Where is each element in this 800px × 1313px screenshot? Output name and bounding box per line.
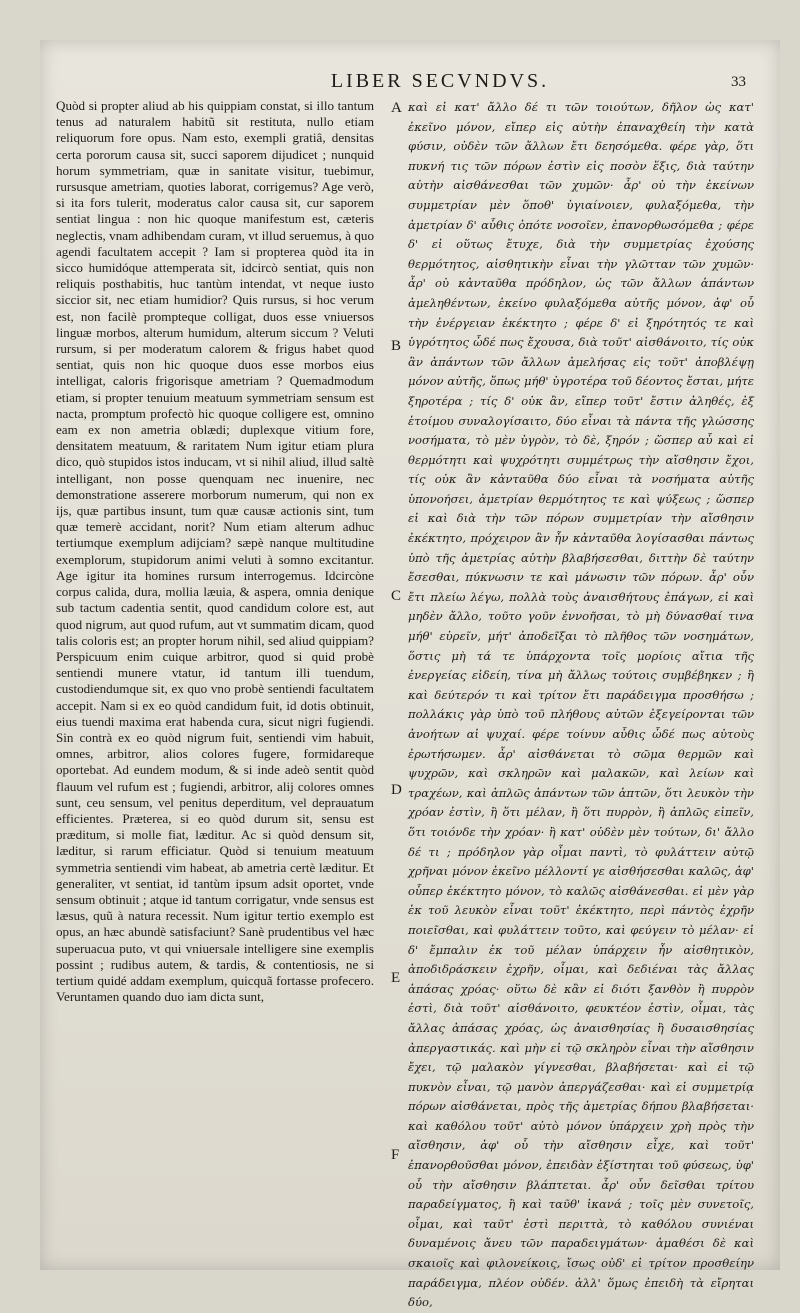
margin-marker-a: A bbox=[391, 100, 402, 116]
margin-marker-b: B bbox=[391, 338, 402, 354]
margin-marker-c: C bbox=[391, 588, 402, 604]
margin-marker-e: E bbox=[391, 970, 401, 986]
book-page bbox=[40, 40, 780, 1310]
running-title: LIBER SECVNDVS. bbox=[330, 70, 550, 92]
latin-column bbox=[56, 98, 374, 1250]
greek-column bbox=[408, 98, 754, 1310]
page-number: 33 bbox=[731, 74, 746, 90]
margin-marker-d: D bbox=[391, 782, 402, 798]
margin-marker-f: F bbox=[391, 1147, 400, 1163]
latin-text: Quòd si propter aliud ab his quippiam constat, si illo tantum tenus ad naturalem habitũ sit restituta, nullo etiam reliquorum fore opus. Nam esto, exempli gratiâ, densitas certa pororum causa sit, succi saporem dijudicet ; nunquid horum symmetriam, quæ in sanitate visitur, tuebimur, rursusque ametriam, quoties laborat, corrigemus? Age verò, si ita fors tulerit, moderatus calor causa sit, cur saporem sentiat lingua : non hic quoque manifestum est, cæteris neglectis, vnam adhibendam curam, vt illud seruemus, à quo agendi facultatem accepit ? Iam si propterea quòd ita in sicco humidóque attemperata sit, idcircò sentiat, quis non reliquis posthabitis, huc tantùm intendat, vt neque iusto siccior sit, nec etiam humidior? Quis rursus, si hoc verum est, non facilè prompteque colligat, duos esse vniuersos linguæ morbos, alterum humidum, alterum siccum ? Veluti rursum, si per moderatum calorem & frigus habet quod sentiat, quis non hic quoque duos esse morbos eius intelligat, caloris frigorisque ametriam ? Quemadmodum etiam, si propter tenuium meatuum symmetriam sensum est nacta, promptum profectò hic quoque colligere est, omnino eam ex non ametria oblædi; duplexque vitium fore, densitatem meatuum, & raritatem Num igitur etiam plura dico, quò stupidos istos inducam, vt si nihil aliud, illud saltè intelligant, non posse quenquam nec inuenire, nec demonstratione asserere morborum numerum, qui non ex ijs, quæ partibus insunt, tum quæ causæ actionis sint, tum quæ temerè accidant, norit? Num etiam alterum adhuc tertiumque exemplum adijciam? sæpè nanque multitudine exemplorum, stupidorum animi veluti à somno excitantur. Age igitur ita homines rursum interrogemus. Idcircòne corpus calida, dura, mollia læuia, & aspera, omnia denique sub tactum cadentia sentit, quod candidum colore est, aut quod nigrum, aut quod rufum, aut vt summatim dicam, quod talis coloris est; an propter horum nihil, sed aliud quippiam? Perspicuum enim cuique arbitror, quod si quid probè sentiendi munere vtatur, id tantum illi tuendum, custodiendumque sit, ex quo vno probè sentiendi facultatem accepit. Nam si ex eo quòd candidum fuit, id dotis obtinuit, eius tuendi maxima erat habenda cura, sicut nigri fugiendi. Sin contrà ex eo quòd nigrum fuit, sentiendi vim habuit, omnes, arbitror, alios colores fugere, formidareque oportebat. Ad eundem modum, & si inde adeò sentit quòd flauum vel rufum est ; fugiendi, arbitror, alij colores omnes sunt, ceu sensum, vel penitus deperditum, vel deprauatum efficientes. Præterea, si eo quòd durum sit, sensu est præditum, si molle fiat, læditur. Ac si quòd densum sit, læditur, si rarum efficiatur. Quòd si tenuium meatuum symmetria sentiendi vim habeat, ab ametria certè læditur. Et generaliter, vt sentiat, id tantùm ipsum adsit oportet, vnde sensum obtinuit ; atque id tantum corrigatur, vnde sensus est læsus, quũ à natura recessit. Num igitur tertio exemplo est opus, an hæc abundè satisfaciunt? Sanè prudentibus vel hæc superuacua puto, vt qui vniuersale intelligere sine exemplis possint ; rudibus autem, & tardis, & contentiosis, ne si tertium quidé addam exemplum, quicquã fortasse profecero. Veruntamen quando duo iam dicta sunt, bbox=[56, 98, 374, 1005]
greek-text: καὶ εἰ κατ' ἄλλο δέ τι τῶν τοιούτων, δῆλον ὡς κατ' ἐκεῖνο μόνον, εἴπερ εἰς αὐτὴν ἐπαναχθείη τὴν κατὰ φύσιν, οὐδὲν τῶν ἄλλων ἔτι δεησόμεθα. φέρε γὰρ, ὅτι πυκνή τις τῶν πόρων ἐστὶν εἰς ποσὸν ἕξις, διὰ ταύτην αὐτὴν αἰσθάνεσθαι τῶν χυμῶν· ἆρ' οὐ τὴν ἐκείνων συμμετρίαν μὲν ὅποθ' ὑγιαίνοιεν, φυλαξόμεθα, τὴν ἀμετρίαν δ' αὖθις ὁπότε νοσοῖεν, ἐπανορθωσόμεθα ; φέρε δ' εἰ οὕτως ἔτυχε, διὰ τὴν συμμετρίας ἐχούσης θερμότητος, αἰσθητικὴν εἶναι τὴν γλῶτταν τῶν χυμῶν· ἆρ' οὐ κἀνταῦθα πρόδηλον, ὡς τῶν ἄλλων ἁπάντων ἀμεληθέντων, ἐκείνο φυλαξόμεθα αὐτῆς μόνον, ἀφ' οὗ τὴν ἐνέργειαν ἐκέκτητο ; φέρε δ' εἰ ξηρότητός τε καὶ ὑγρότητος ὧδέ πως ἔχουσα, διὰ τοῦτ' αἰσθάνοιτο, τίς οὐκ ἂν ἁπάντων τῶν ἄλλων ἀμελήσας εἰς τοῦτ' ἀποβλέψῃ μόνον αὐτῆς, ὅπως μήθ' ὑγροτέρα τοῦ δέοντος ἔσται, μήτε ξηροτέρα ; τίς δ' οὐκ ἂν, εἴπερ τοῦτ' ἔστιν ἀληθές, ἐξ ἑτοίμου συναλογίσαιτο, δύο εἶναι τὰ πάντα τῆς γλώσσης νοσήματα, τὸ μὲν ὑγρὸν, τὸ δὲ, ξηρόν ; ὥσπερ αὖ καὶ εἰ θερμότητι καὶ ψυχρότητι συμμέτρως τὴν αἴσθησιν ἔχοι, τίς οὐκ ἂν κἀνταῦθα δύο εἶναι τὰ νοσήματα αὐτῆς ὑπονοήσει, ἀμετρίαν θερμότητος τε καὶ ψύξεως ; ὥσπερ εἰ καὶ διὰ τὴν τῶν πόρων συμμετρίαν τὴν αἴσθησιν ἐκέκτητο, πρόχειρον ἂν ἦν κἀνταῦθα λογίσασθαι πάντως ὑπὸ τῆς ἀμετρίας αὐτὴν βλαβήσεσθαι, διττὴν δὲ ταύτην ἔσεσθαι, πύκνωσιν τε καὶ μάνωσιν τῶν πόρων. ἆρ' οὖν ἔτι πλείω λέγω, πολλὰ τοὺς ἀναισθήτους ἐπάγων, εἰ καὶ μηδὲν ἄλλο, τοῦτο γοῦν ἐννοῆσαι, τὸ μὴ δύνασθαί τινα μήθ' εὑρεῖν, μήτ' ἀποδεῖξαι τὸ πλῆθος τῶν νοσημάτων, ὅστις μὴ τά τε ὑπάρχοντα τοῖς μορίοις αἴτια τῆς ἐνεργείας εἰδείη, τίνα μὴ ἄλλως τούτοις συμβέβηκεν ; ἢ καὶ δεύτερόν τι καὶ τρίτον ἔτι παράδειγμα προσθήσω ; πολλάκις γὰρ ὑπὸ τοῦ πλήθους αὐτῶν ἐξεγείρονται τῶν ἀνοήτων αἱ ψυχαί. φέρε τοίνυν αὖθις ὧδέ πως αὐτοὺς ἐρωτήσωμεν. ἆρ' αἰσθάνεται τὸ σῶμα θερμῶν καὶ ψυχρῶν, καὶ σκληρῶν καὶ μαλακῶν, καὶ λείων καὶ τραχέων, καὶ ἁπλῶς ἁπάντων τῶν ἁπτῶν, ὅτι λευκὸν τὴν χρόαν ἐστὶν, ἢ ὅτι μέλαν, ἢ ὅτι πυρρὸν, ἢ ἁπλῶς εἰπεῖν, ὅτι τοιόνδε τὴν χρόαν· ἢ κατ' οὐδὲν μὲν τούτων, δι' ἄλλο δέ τι ; πρόδηλον γὰρ οἶμαι παντὶ, τὸ φυλάττειν αὐτῷ χρῆναι μόνον ἐκεῖνο μέλλοντί γε αἰσθήσεσθαι καλῶς, ἀφ' οὗπερ ἐκέκτητο μόνον, τὸ καλῶς αἰσθάνεσθαι. εἰ μὲν γὰρ ἐκ τοῦ λευκὸν εἶναι τοῦτ' ἐκέκτητο, περὶ πάντὸς ἐχρῆν ποιεῖσθαι, καὶ φυλάττειν τοῦτο, καὶ φεύγειν τὸ μέλαν· εἰ δ' ἔμπαλιν ἐκ τοῦ μέλαν ὑπάρχειν ἦν αἰσθητικὸν, ἀποδιδράσκειν ἐχρῆν, οἶμαι, καὶ δεδιέναι τὰς ἄλλας ἁπάσας χρόας· οὕτω δὲ κἂν εἰ διότι ξανθὸν ἢ πυρρὸν ἐστὶ, διὰ τοῦτ' αἰσθάνοιτο, φευκτέον ἐστὶν, οἶμαι, τὰς ἄλλας ἁπάσας χρόας, ὡς ἀναισθησίας ἢ δυσαισθησίας ἀπεργαστικάς. καὶ μὴν εἰ τῷ σκληρὸν εἶναι τὴν αἴσθησιν ἔχει, τῷ μαλακὸν γίγνεσθαι, βλαβήσεται· καὶ εἰ τῷ πυκνὸν εἶναι, τῷ μανὸν ἀπεργάζεσθαι· καὶ εἰ συμμετρίᾳ πόρων αἰσθάνεται, πρὸς τῆς ἀμετρίας δήπου βλαβήσεται· καὶ καθόλου τοῦτ' αὐτὸ μόνον ὑπάρχειν χρὴ πρὸς τὴν αἴσθησιν, ἀφ' οὗ τὴν αἴσθησιν εἶχε, καὶ τοῦτ' ἐπανορθοῦσθαι μόνον, ἐπειδὰν ἐξίστηται τοῦ φύσεως, ὑφ' οὗ τὴν αἴσθησιν βλάπτεται. ἆρ' οὖν δεῖσθαι τρίτου παραδείγματος, ἢ καὶ ταῦθ' ἱκανά ; τοῖς μὲν συνετοῖς, οἶμαι, καὶ ταῦτ' ἐστὶ περιττὰ, τὸ καθόλου συνιέναι δυναμένοις ἄνευ τῶν παραδειγμάτων· ἀμαθέσι δὲ καὶ σκαιοῖς καὶ φιλονείκοις, ἴσως οὐδ' εἰ τρίτον προσθείην παράδειγμα, πλέον οὐδέν. ἀλλ' ὅμως ἐπειδὴ τὰ εἴρηται δύο, bbox=[408, 100, 754, 1310]
